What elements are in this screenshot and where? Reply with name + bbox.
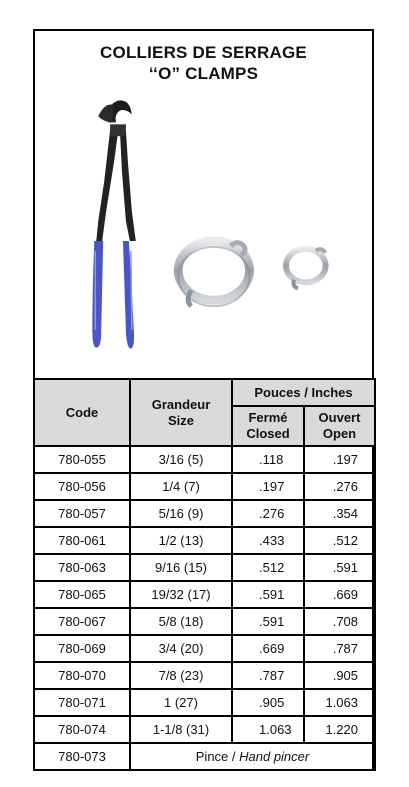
- cell-open: .197: [304, 446, 375, 473]
- table-row: [34, 608, 375, 635]
- tool-row: [34, 743, 375, 770]
- cell-size: 1-1/8 (31): [130, 716, 232, 743]
- cell-size: 19/32 (17): [130, 581, 232, 608]
- cell-closed: .669: [232, 635, 304, 662]
- table-row: [34, 689, 375, 716]
- cell-open: 1.220: [304, 716, 375, 743]
- table-row: [34, 581, 375, 608]
- product-sheet: [33, 29, 374, 771]
- header-closed-en: Closed: [246, 426, 290, 441]
- cell-size: 7/8 (23): [130, 662, 232, 689]
- cell-closed: .118: [232, 446, 304, 473]
- cell-open: .276: [304, 473, 375, 500]
- cell-code: 780-056: [34, 473, 130, 500]
- header-row: [34, 379, 375, 406]
- product-photo: [35, 91, 372, 381]
- cell-code: 780-057: [34, 500, 130, 527]
- cell-code: 780-069: [34, 635, 130, 662]
- cell-code: 780-073: [34, 743, 130, 770]
- cell-closed: .197: [232, 473, 304, 500]
- cell-closed: .276: [232, 500, 304, 527]
- cell-code: 780-055: [34, 446, 130, 473]
- table-row: [34, 554, 375, 581]
- cell-open: .669: [304, 581, 375, 608]
- title-french: COLLIERS DE SERRAGE: [100, 43, 307, 62]
- table-row: [34, 527, 375, 554]
- cell-closed: .433: [232, 527, 304, 554]
- tool-label-en: Hand pincer: [239, 749, 310, 764]
- cell-code: 780-061: [34, 527, 130, 554]
- header-open-en: Open: [322, 426, 357, 441]
- cell-code: 780-071: [34, 689, 130, 716]
- tool-description: [130, 743, 375, 770]
- table-row: [34, 446, 375, 473]
- cell-open: .708: [304, 608, 375, 635]
- cell-code: 780-065: [34, 581, 130, 608]
- cell-open: .591: [304, 554, 375, 581]
- header-open-fr: Ouvert: [318, 410, 361, 425]
- cell-size: 5/16 (9): [130, 500, 232, 527]
- large-clamp-icon: [178, 241, 249, 306]
- cell-open: 1.063: [304, 689, 375, 716]
- cell-size: 5/8 (18): [130, 608, 232, 635]
- tool-label-fr: Pince /: [195, 749, 240, 764]
- cell-closed: .905: [232, 689, 304, 716]
- header-units: Pouces / Inches: [232, 379, 375, 406]
- header-code: Code: [34, 379, 130, 446]
- title-english: ‘‘O” CLAMPS: [148, 64, 259, 83]
- header-open: [304, 406, 375, 446]
- table-row: [34, 473, 375, 500]
- cell-size: 1 (27): [130, 689, 232, 716]
- cell-closed: .787: [232, 662, 304, 689]
- cell-code: 780-063: [34, 554, 130, 581]
- cell-code: 780-067: [34, 608, 130, 635]
- cell-size: 3/16 (5): [130, 446, 232, 473]
- small-clamp-icon: [286, 249, 326, 289]
- header-size-fr: Grandeur: [151, 396, 211, 412]
- cell-open: .354: [304, 500, 375, 527]
- header-size-en: Size: [167, 412, 194, 428]
- cell-size: 1/4 (7): [130, 473, 232, 500]
- cell-code: 780-074: [34, 716, 130, 743]
- table-row: [34, 662, 375, 689]
- cell-open: .512: [304, 527, 375, 554]
- cell-size: 9/16 (15): [130, 554, 232, 581]
- header-size: [130, 379, 232, 446]
- pincer-icon: [92, 100, 135, 348]
- specification-table: [33, 378, 376, 771]
- cell-open: .905: [304, 662, 375, 689]
- cell-closed: .591: [232, 608, 304, 635]
- cell-closed: 1.063: [232, 716, 304, 743]
- cell-open: .787: [304, 635, 375, 662]
- header-closed-fr: Fermé: [248, 410, 288, 425]
- cell-size: 1/2 (13): [130, 527, 232, 554]
- header-closed: [232, 406, 304, 446]
- table-row: [34, 635, 375, 662]
- cell-closed: .512: [232, 554, 304, 581]
- cell-size: 3/4 (20): [130, 635, 232, 662]
- table-row: [34, 500, 375, 527]
- cell-closed: .591: [232, 581, 304, 608]
- cell-code: 780-070: [34, 662, 130, 689]
- table-row: [34, 716, 375, 743]
